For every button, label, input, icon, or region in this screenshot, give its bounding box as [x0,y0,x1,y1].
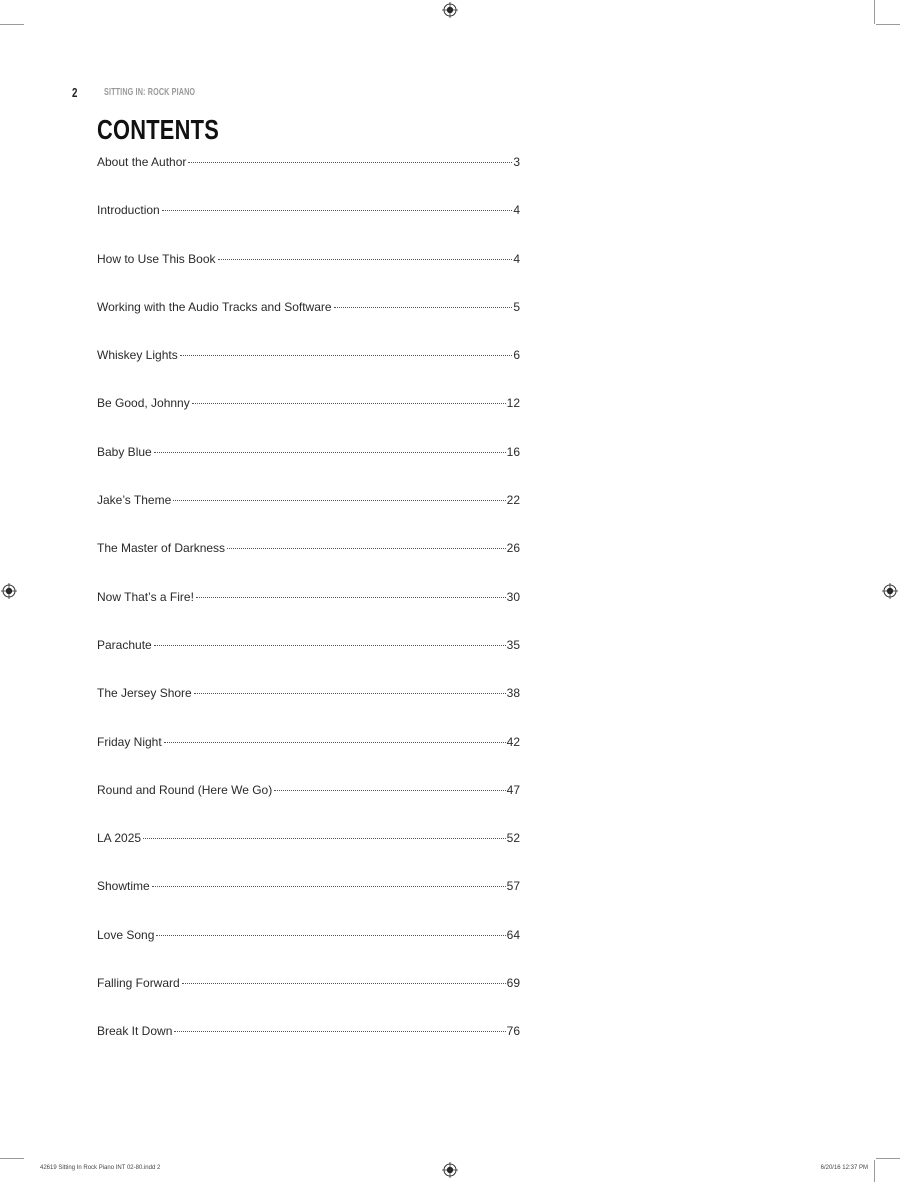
dot-leader [334,307,513,308]
toc-entry[interactable] [97,1024,520,1072]
toc-entry[interactable] [97,879,520,927]
toc-entry[interactable] [97,590,520,638]
toc-entry[interactable] [97,300,520,348]
dot-leader [164,742,506,743]
registration-mark-right-icon [882,583,898,599]
crop-mark-top-right-v [874,0,875,24]
crop-mark-top-right-h [876,24,900,25]
toc-entry-page: 5 [513,299,520,314]
toc-entry-page: 47 [506,782,520,797]
dot-leader [188,162,512,163]
dot-leader [174,1031,505,1032]
toc-entry-page: 76 [506,1024,520,1039]
toc-entry-page: 26 [506,541,520,556]
toc-entry-page: 4 [513,203,520,218]
slug-file-info: 42619 Sitting In Rock Piano INT 02-80.indd 2 [40,1165,161,1171]
toc-entry-page: 3 [513,155,520,169]
registration-mark-top-icon [442,2,458,18]
toc-entry-title: Working with the Audio Tracks and Software [97,299,332,314]
toc-entry-title: Love Song [97,927,155,942]
dot-leader [180,355,513,356]
toc-entry-page: 22 [506,493,520,508]
toc-entry-title: Showtime [97,879,150,894]
registration-mark-left-icon [1,583,17,599]
toc-entry-title: Whiskey Lights [97,348,178,363]
crop-mark-top-left-h [0,24,24,25]
toc-entry-title: The Master of Darkness [97,541,226,556]
crop-mark-bottom-right-h [876,1158,900,1159]
toc-entry-title: Friday Night [97,734,162,749]
toc-entry-title: LA 2025 [97,831,142,846]
toc-entry-title: Round and Round (Here We Go) [97,782,273,797]
toc-entry-page: 57 [506,879,520,894]
toc-entry[interactable] [97,445,520,493]
toc-entry-title: Be Good, Johnny [97,396,190,411]
toc-entry[interactable] [97,155,520,203]
toc-entry-page: 12 [506,396,520,411]
toc-entry-page: 64 [506,927,520,942]
toc-entry[interactable] [97,396,520,444]
dot-leader [152,886,506,887]
dot-leader [274,790,505,791]
dot-leader [173,500,505,501]
toc-entry[interactable] [97,252,520,300]
toc-entry[interactable] [97,928,520,976]
toc-entry-title: Baby Blue [97,444,152,459]
dot-leader [143,838,506,839]
toc-entry[interactable] [97,638,520,686]
toc-entry[interactable] [97,831,520,879]
toc-entry-title: How to Use This Book [97,251,216,266]
toc-entry-page: 69 [506,976,520,991]
dot-leader [218,259,513,260]
crop-mark-bottom-left-h [0,1158,24,1159]
slug-date-time: 6/20/16 12:37 PM [820,1165,868,1171]
dot-leader [182,983,506,984]
toc-entry-title: Falling Forward [97,976,180,991]
page-number: 2 [72,84,78,100]
dot-leader [196,597,506,598]
dot-leader [227,548,506,549]
toc-entry[interactable] [97,735,520,783]
toc-entry[interactable] [97,976,520,1024]
toc-entry[interactable] [97,783,520,831]
toc-entry-page: 42 [506,734,520,749]
toc-entry[interactable] [97,493,520,541]
toc-entry-page: 30 [506,589,520,604]
toc-entry-page: 38 [506,686,520,701]
page-title: CONTENTS [97,114,219,145]
toc-entry-page: 4 [513,251,520,266]
table-of-contents [97,155,520,1073]
toc-entry-page: 52 [506,831,520,846]
dot-leader [154,452,506,453]
crop-mark-bottom-right-v [874,1160,875,1182]
toc-entry[interactable] [97,686,520,734]
toc-entry-page: 16 [506,444,520,459]
registration-mark-bottom-icon [442,1162,458,1178]
dot-leader [154,645,506,646]
toc-entry[interactable] [97,203,520,251]
dot-leader [156,935,505,936]
toc-entry-page: 35 [506,637,520,652]
dot-leader [162,210,513,211]
dot-leader [192,403,506,404]
book-title: SITTING IN: ROCK PIANO [104,86,196,98]
toc-entry-title: Jake’s Theme [97,493,172,508]
toc-entry-title: Introduction [97,203,160,218]
dot-leader [194,693,506,694]
toc-entry-title: Break It Down [97,1024,173,1039]
toc-entry-title: Now That’s a Fire! [97,589,194,604]
toc-entry[interactable] [97,348,520,396]
toc-entry[interactable] [97,541,520,589]
running-head [72,84,231,100]
toc-entry-title: The Jersey Shore [97,686,192,701]
toc-entry-title: About the Author [97,155,187,169]
toc-entry-page: 6 [513,348,520,363]
toc-entry-title: Parachute [97,637,152,652]
